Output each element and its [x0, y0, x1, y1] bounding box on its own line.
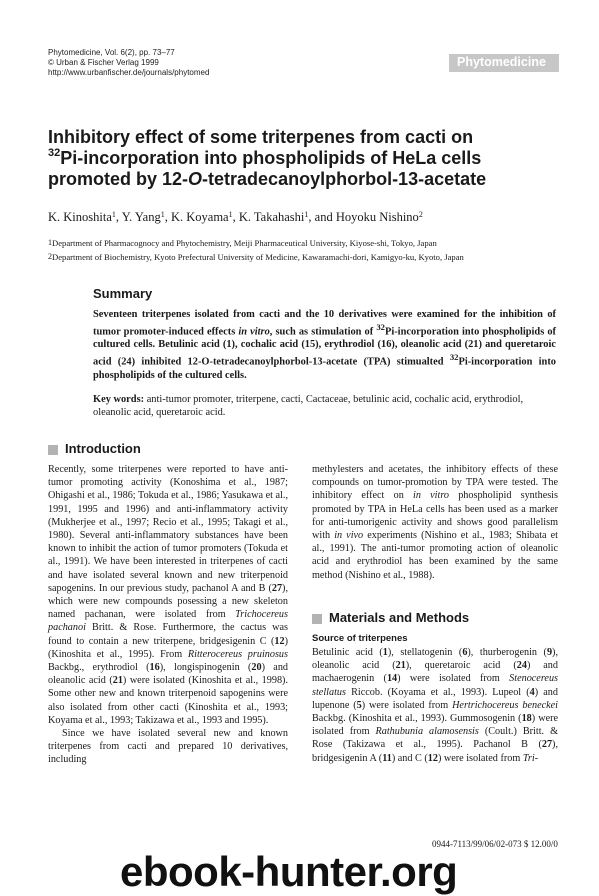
- watermark: ebook-hunter.org: [120, 848, 458, 895]
- body-column-right-top: [312, 463, 558, 582]
- keywords-label: Key words:: [93, 394, 145, 405]
- section-marker-square: [48, 445, 58, 455]
- article-title: [48, 127, 568, 190]
- author: K. Takahashi: [238, 210, 305, 224]
- methods-heading: Materials and Methods: [329, 610, 470, 625]
- publisher-copyright: © Urban & Fischer Verlag 1999: [48, 58, 159, 67]
- journal-badge-label: Phytomedicine: [457, 55, 546, 69]
- journal-badge: [449, 54, 559, 72]
- issn-price-code: 0944-7113/99/06/02-073 $ 12.00/0: [432, 839, 558, 849]
- author: K. Koyama: [170, 210, 229, 224]
- body-column-left: [48, 463, 288, 767]
- journal-info: [48, 48, 209, 78]
- author-list: K. Kinoshita$^1$, Y. Yang$^1$, K. Koyama$^1$, K. Takahashi$^1$, and Hoyoku Nishino$^2$: [48, 210, 423, 224]
- title-line-1: Inhibitory effect of some triterpenes from cacti on: [48, 127, 474, 147]
- title-superscript: 32: [48, 147, 61, 159]
- section-marker-square: [312, 614, 322, 624]
- author: Y. Yang: [121, 210, 161, 224]
- summary-heading: Summary: [93, 286, 153, 301]
- journal-citation: Phytomedicine, Vol. 6(2), pp. 73–77: [48, 48, 175, 57]
- author: and Hoyoku Nishino: [314, 210, 419, 224]
- intro-paragraph-3: methylesters and acetates, the inhibitory effects of these compounds on tumor-promotion by TPA were tested. The inhibitory effect on in vitro phospholipid synthesis promoted by TPA in HeLa cells has been used as a marker for anti-tumorigenic activity and shows good parallelism with in vivo experiments (Nishino et al., 1983; Shibata et al., 1991). The anti-tumor promoting action of oleanolic acid and erythrodiol has been examined by the same method (Nishino et al., 1988).: [312, 464, 558, 581]
- abstract-text: Seventeen triterpenes isolated from cacti and the 10 derivatives were examined for the inhibition of tumor promoter-induced effects in vitro, such as stimulation of $^{32}$Pi-incorporation into phospholipids of cultured cells. Betulinic acid (1), cochalic acid (15), erythrodiol (16), oleanolic acid (21) and queretaroic acid (24) inhibited 12-O-tetradecanoylphorbol-13-acetate (TPA) stimualted $^{32}$Pi-incorporation into phospholipids of the cultured cells.: [93, 309, 557, 381]
- introduction-heading: Introduction: [65, 441, 141, 456]
- title-line-2: $^{32}$Pi-incorporation into phospholipids of HeLa cells: [48, 147, 482, 168]
- keywords-text: anti-tumor promoter, triterpene, cacti, Cactaceae, betulinic acid, cochalic acid, erythrodiol, oleanolic acid, queretaroic acid.: [93, 394, 524, 418]
- body-column-right-bottom: [312, 646, 558, 765]
- methods-paragraph: Betulinic acid (1), stellatogenin (6), thurberogenin (9), oleanolic acid (21), queretaroic acid (24) and machaerogenin (14) were isolated from Stenocereus stellatus Riccob. (Koyama et al., 1993). Lupeol (4) and lupenone (5) were isolated from Hertrichocereus beneckei Backbg. (Kinoshita et al., 1993). Gummosogenin (18) were isolated from Rathubunia alamosensis (Coult.) Britt. & Rose (Takizawa et al., 1995). Pachanol B (27), bridgesigenin A (11) and C (12) were isolated from Tri-: [312, 647, 559, 764]
- intro-paragraph-1: Recently, some triterpenes were reported to have anti-tumor promoting activity (Konoshima et al., 1987; Ohigashi et al., 1986; Tokuda et al., 1986; Yasukawa et al., 1991, 1995 and 1996) and anti-inflammatory activity (Mukherjee et al., 1997; Recio et al., 1995; Takagi et al., 1980). Several anti-inflammatory substances have been known to inhibit the action of tumor promoters (Tokuda et al., 1991). We have been interested in triterpenes of cacti and have isolated several known and new triterpenoid sapogenins. In our previous study, pachanol A and B (27), which were new compounds posessing a new skeleton named pachanan, were isolated from Trichocereus pachanoi Britt. & Rose. Furthermore, the cactus was found to contain a new triterpene, bridgesigenin C (12) (Kinoshita et al., 1995). From Ritterocereus pruinosus Backbg., erythrodiol (16), longispinogenin (20) and oleanolic acid (21) were isolated (Kinoshita et al., 1998). Some other new and known triterpenoid sapogenins were also isolated from other cacti (Kinoshita et al., 1993; Koyama et al., 1993; Takizawa et al., 1993 and 1995).: [48, 464, 289, 726]
- journal-url[interactable]: http://www.urbanfischer.de/journals/phytomed: [48, 68, 210, 77]
- author: K. Kinoshita: [48, 210, 112, 224]
- affiliation-1: $^1$Department of Pharmacognocy and Phytochemistry, Meiji Pharmaceutical University, Kiyose-shi, Tokyo, Japan: [48, 238, 437, 248]
- source-subheading: Source of triterpenes: [312, 633, 408, 644]
- title-line-3: promoted by 12-O-tetradecanoylphorbol-13-acetate: [48, 169, 487, 189]
- intro-paragraph-2: Since we have isolated several new and known triterpenes from cacti and prepared 10 derivatives, including: [48, 728, 288, 766]
- affiliation-2: $^2$Department of Biochemistry, Kyoto Prefectural University of Medicine, Kawaramachi-dori, Kamigyo-ku, Kyoto, Japan: [48, 252, 464, 262]
- keywords: [93, 393, 556, 419]
